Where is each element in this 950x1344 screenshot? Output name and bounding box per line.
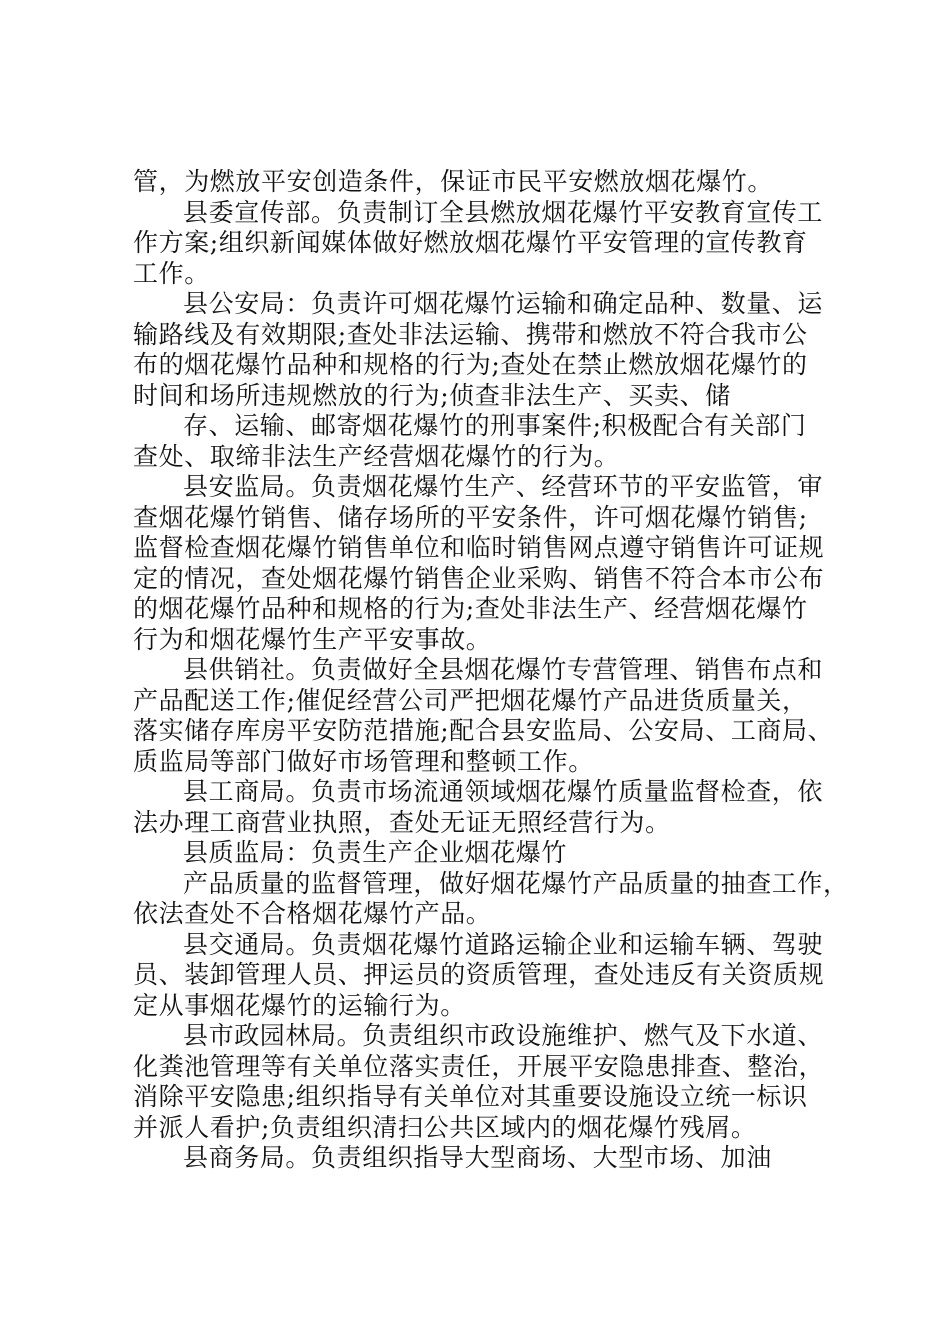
text-line: 布的烟花爆竹品种和规格的行为;查处在禁止燃放烟花爆竹的 (133, 350, 808, 379)
text-line: 产品质量的监督管理，做好烟花爆竹产品质量的抽查工作， (183, 868, 849, 898)
text-line: 查烟花爆竹销售、储存场所的平安条件，许可烟花爆竹销售; (133, 502, 808, 532)
text-line: 时间和场所违规燃放的行为;侦查非法生产、买卖、储 (133, 380, 731, 410)
text-line: 依法查处不合格烟花爆竹产品。 (133, 899, 492, 928)
text-line: 县商务局。负责组织指导大型商场、大型市场、加油 (183, 1143, 772, 1172)
text-line: 县委宣传部。负责制订全县燃放烟花爆竹平安教育宣传工 (183, 197, 824, 227)
text-line: 定的情况，查处烟花爆竹销售企业采购、销售不符合本市公布 (133, 563, 825, 593)
text-line: 产品配送工作;催促经营公司严把烟花爆竹产品进货质量关， (133, 685, 808, 715)
text-line: 县公安局：负责许可烟花爆竹运输和确定品种、数量、运 (183, 289, 824, 318)
text-line: 工作。 (133, 258, 210, 288)
text-line: 落实储存库房平安防范措施;配合县安监局、公安局、工商局、 (133, 716, 834, 745)
text-line: 法办理工商营业执照，查处无证无照经营行为。 (133, 807, 671, 837)
text-line: 县交通局。负责烟花爆竹道路运输企业和运输车辆、驾驶 (183, 929, 824, 959)
text-line: 存、运输、邮寄烟花爆竹的刑事案件;积极配合有关部门 (183, 411, 807, 440)
text-line: 县安监局。负责烟花爆竹生产、经营环节的平安监管，审 (183, 472, 824, 501)
text-line: 行为和烟花爆竹生产平安事故。 (133, 624, 492, 654)
document-body (133, 167, 849, 1174)
text-line: 质监局等部门做好市场管理和整顿工作。 (133, 746, 594, 776)
text-line: 消除平安隐患;组织指导有关单位对其重要设施设立统一标识 (133, 1082, 808, 1111)
text-line: 查处、取缔非法生产经营烟花爆竹的行为。 (133, 441, 620, 471)
text-line: 化粪池管理等有关单位落实责任，开展平安隐患排查、整治， (133, 1051, 825, 1081)
text-line: 监督检查烟花爆竹销售单位和临时销售网点遵守销售许可证规 (133, 533, 825, 562)
text-line: 县工商局。负责市场流通领域烟花爆竹质量监督检查，依 (183, 777, 824, 806)
text-line: 员、装卸管理人员、押运员的资质管理，查处违反有关资质规 (133, 960, 825, 989)
text-line: 县市政园林局。负责组织市政设施维护、燃气及下水道、 (183, 1021, 824, 1050)
text-line: 管，为燃放平安创造条件，保证市民平安燃放烟花爆竹。 (133, 167, 774, 196)
text-line: 作方案;组织新闻媒体做好燃放烟花爆竹平安管理的宣传教育 (133, 228, 808, 257)
text-line: 县供销社。负责做好全县烟花爆竹专营管理、销售布点和 (183, 655, 824, 684)
text-line: 定从事烟花爆竹的运输行为。 (133, 990, 466, 1020)
text-line: 并派人看护;负责组织清扫公共区域内的烟花爆竹残屑。 (133, 1112, 757, 1142)
text-line: 的烟花爆竹品种和规格的行为;查处非法生产、经营烟花爆竹 (133, 594, 808, 623)
text-line: 输路线及有效期限;查处非法运输、携带和燃放不符合我市公 (133, 319, 808, 349)
text-line: 县质监局：负责生产企业烟花爆竹 (183, 838, 568, 867)
